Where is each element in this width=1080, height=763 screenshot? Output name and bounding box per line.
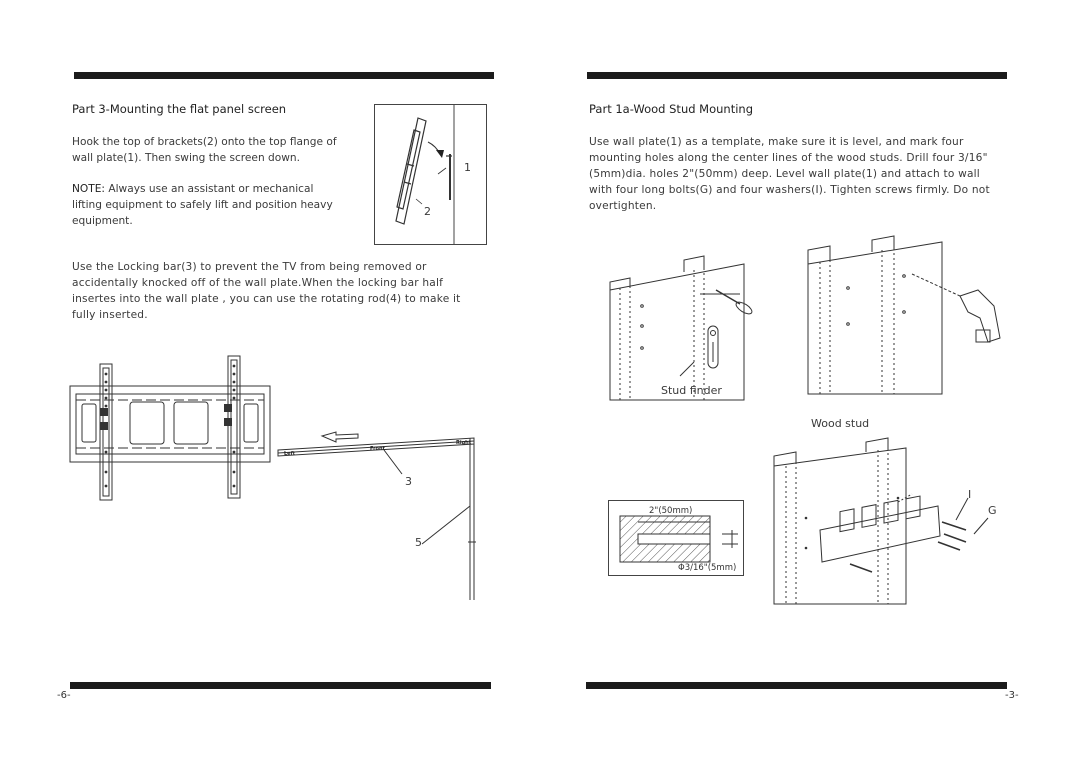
right-section-title: Part 1a-Wood Stud Mounting — [589, 102, 754, 116]
locking-bar-instructions — [72, 259, 482, 323]
hole-depth-label: 2"(50mm) — [649, 506, 693, 516]
top-rule-left — [74, 72, 494, 79]
wood-stud-instructions-text: Use wall plate(1) as a template, make sure it is level, and mark four mounting holes along the center lines of the wood studs. Drill four 3/16"(5mm)dia. holes 2"(50mm) deep. Level wall plate(1) and attach to wall with four long bolts(G) and four washers(I). Tighten screws firmly. Do not overtighten. — [589, 136, 990, 212]
safety-note-paragraph — [72, 181, 334, 229]
hook-instructions-text: Hook the top of brackets(2) onto the top flange of wall plate(1). Then swing the screen down. — [72, 136, 337, 164]
drill-figure — [800, 234, 1010, 394]
top-rule-right — [587, 72, 1007, 79]
hook-bracket-figure — [374, 104, 488, 246]
locking-bar-callout-3: 3 — [405, 475, 412, 488]
safety-note — [72, 181, 334, 229]
left-section-title: Part 3-Mounting the flat panel screen — [72, 102, 287, 116]
wood-stud-instructions — [589, 134, 1001, 214]
hook-instructions — [72, 134, 342, 166]
rotating-rod-callout-5: 5 — [415, 536, 422, 549]
bottom-rule-right — [586, 682, 1007, 689]
washer-callout-I: I — [968, 488, 972, 501]
locking-bar-text: Use the Locking bar(3) to prevent the TV from being removed or accidentally knocked off of the wall plate.When the locking bar half insertes into the wall plate , you can use the rotating rod(4) to make it fully inserted. — [72, 261, 461, 321]
hole-diameter-label: Φ3/16"(5mm) — [678, 563, 737, 573]
wall-plate-mounting-figure — [766, 438, 1006, 604]
note-label: NOTE: — [72, 183, 105, 195]
wood-stud-label: Wood stud — [811, 417, 870, 430]
bolt-callout-G: G — [988, 504, 997, 517]
hook-callout-2: 2 — [424, 205, 431, 218]
locking-bar-front-text: Front — [370, 446, 385, 452]
left-page-number: -6- — [57, 690, 71, 701]
stud-finder-label: Stud finder — [661, 384, 722, 397]
right-page-number: -3- — [1005, 690, 1019, 701]
bottom-rule-left — [70, 682, 491, 689]
wall-plate-locking-bar-figure — [66, 352, 486, 602]
note-text: Always use an assistant or mechanical lifting equipment to safely lift and position heavy equipment. — [72, 183, 333, 227]
locking-bar-left-text: Left — [284, 451, 296, 457]
locking-bar-right-text: Right — [456, 440, 472, 446]
hook-callout-1: 1 — [464, 161, 471, 174]
